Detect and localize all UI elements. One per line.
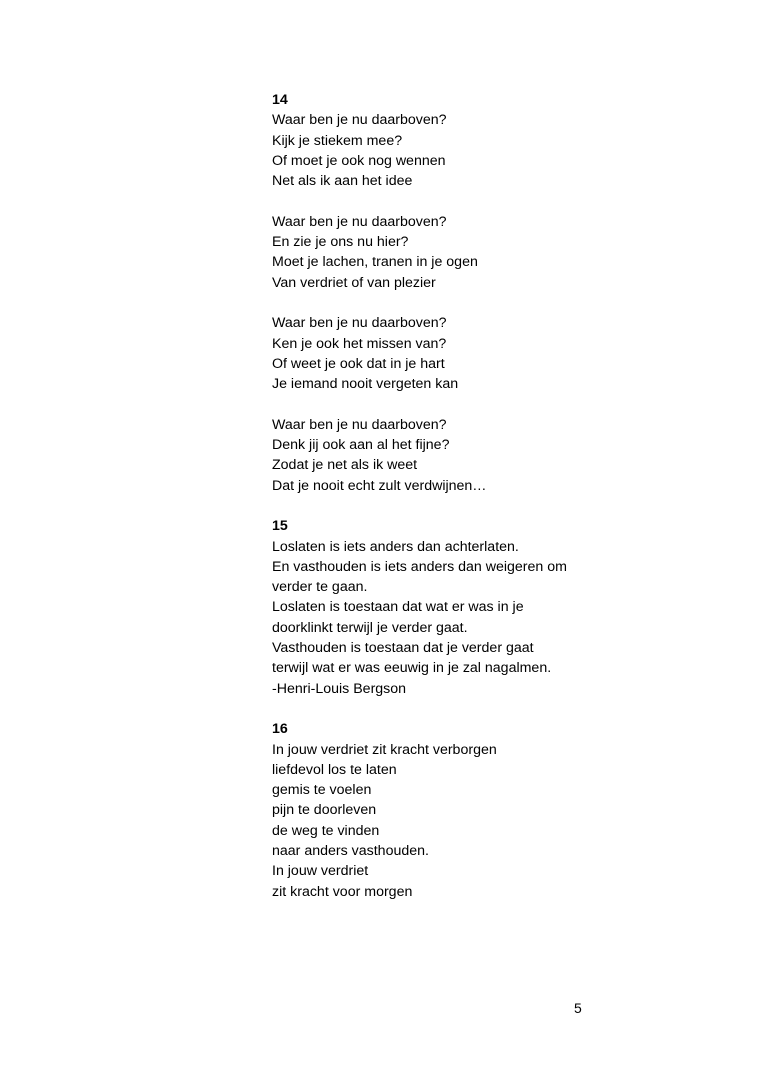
poem-line: Denk jij ook aan al het fijne? <box>272 437 450 454</box>
poem-line: Vasthouden is toestaan dat je verder gaat <box>272 640 534 657</box>
stanza <box>272 415 592 496</box>
poem-line: pijn te doorleven <box>272 802 377 819</box>
poem-line: Net als ik aan het idee <box>272 173 413 190</box>
poem-line: naar anders vasthouden. <box>272 842 429 859</box>
poem-15 <box>272 516 592 699</box>
stanza <box>272 537 592 699</box>
poem-number: 15 <box>272 518 288 535</box>
poem-line: de weg te vinden <box>272 822 380 839</box>
poem-line: En zie je ons nu hier? <box>272 234 409 251</box>
poem-line: verder te gaan. <box>272 579 368 596</box>
stanza <box>272 740 592 902</box>
poem-line: In jouw verdriet zit kracht verborgen <box>272 741 497 758</box>
poem-collection <box>272 90 592 902</box>
poem-line: Waar ben je nu daarboven? <box>272 315 447 332</box>
stanza <box>272 212 592 293</box>
poem-14 <box>272 90 592 496</box>
poem-line: Waar ben je nu daarboven? <box>272 213 447 230</box>
poem-line: Van verdriet of van plezier <box>272 274 436 291</box>
poem-line: Ken je ook het missen van? <box>272 335 447 352</box>
poem-line: Loslaten is toestaan dat wat er was in je <box>272 599 524 616</box>
page-number: 5 <box>574 1000 582 1016</box>
poem-line: En vasthouden is iets anders dan weigeren om <box>272 558 567 575</box>
poem-number: 16 <box>272 721 288 738</box>
poem-line: Kijk je stiekem mee? <box>272 132 403 149</box>
poem-line: -Henri-Louis Bergson <box>272 680 407 697</box>
poem-line: Moet je lachen, tranen in je ogen <box>272 254 478 271</box>
poem-line: Of moet je ook nog wennen <box>272 152 446 169</box>
poem-line: gemis te voelen <box>272 782 372 799</box>
poem-line: doorklinkt terwijl je verder gaat. <box>272 619 468 636</box>
poem-line: Loslaten is iets anders dan achterlaten. <box>272 538 519 555</box>
stanza <box>272 110 592 191</box>
poem-line: liefdevol los te laten <box>272 761 397 778</box>
poem-line: Dat je nooit echt zult verdwijnen… <box>272 477 487 494</box>
poem-line: Waar ben je nu daarboven? <box>272 112 447 129</box>
poem-number: 14 <box>272 92 288 108</box>
poem-line: Je iemand nooit vergeten kan <box>272 376 459 393</box>
poem-line: terwijl wat er was eeuwig in je zal nagalmen. <box>272 660 552 677</box>
poem-line: Waar ben je nu daarboven? <box>272 416 447 433</box>
poem-line: Of weet je ook dat in je hart <box>272 355 445 372</box>
poem-16 <box>272 719 592 902</box>
stanza <box>272 313 592 394</box>
poem-line: zit kracht voor morgen <box>272 883 413 900</box>
poem-line: In jouw verdriet <box>272 863 369 880</box>
poem-line: Zodat je net als ik weet <box>272 457 418 474</box>
